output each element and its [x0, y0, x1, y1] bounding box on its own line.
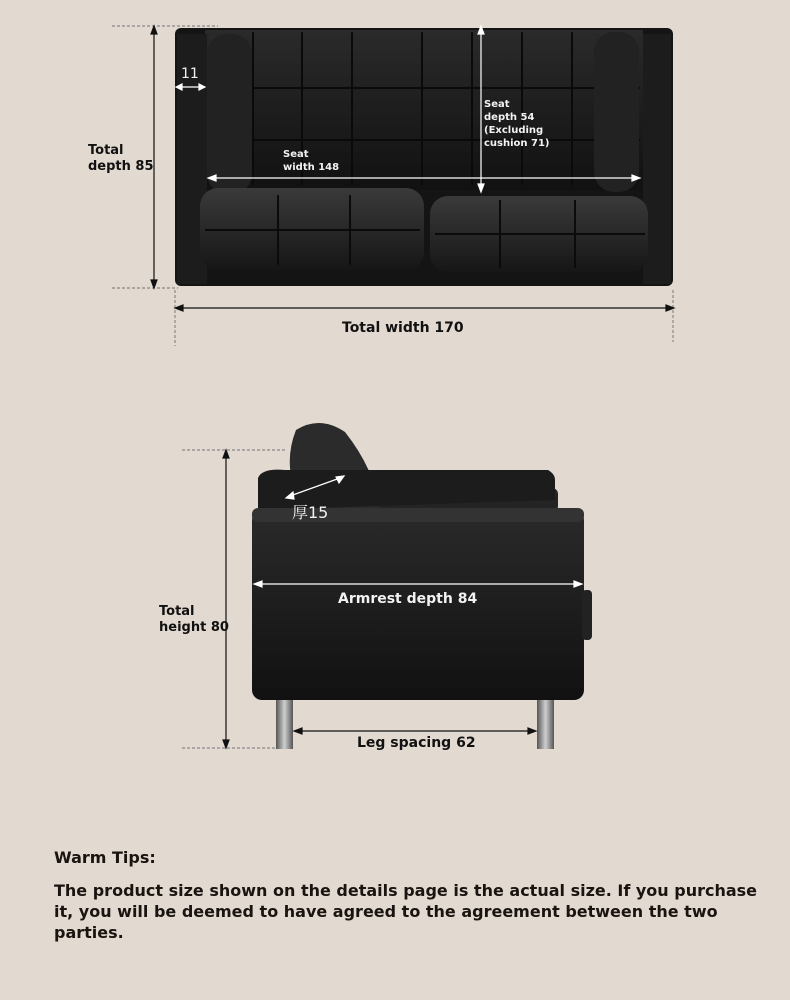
side-view-sofa	[252, 423, 592, 749]
total-height-label	[159, 604, 229, 636]
pillow-thickness-label: 厚15	[292, 503, 329, 522]
total-depth-line1: Total	[88, 143, 124, 158]
total-height-line1: Total	[159, 604, 195, 619]
armrest-depth-label: Armrest depth 84	[338, 591, 478, 607]
warm-tips-body: The product size shown on the details page is the actual size. If you purchase it, you will be deemed to have agreed to the agreement between the two parties.	[54, 881, 758, 942]
seat-width-line1: Seat	[283, 149, 309, 160]
leg-spacing-label: Leg spacing 62	[357, 735, 476, 751]
seat-depth-line2: depth 54	[484, 112, 535, 123]
seat-width-line2: width 148	[283, 162, 340, 173]
total-depth-line2: depth 85	[88, 159, 154, 174]
seat-depth-line4: cushion 71)	[484, 138, 550, 149]
warm-tips-title: Warm Tips:	[54, 848, 156, 867]
seat-width-label	[283, 148, 339, 174]
seat-depth-label	[484, 98, 550, 150]
top-view-sofa	[175, 28, 673, 286]
total-height-line2: height 80	[159, 620, 229, 635]
armrest-width-label: 11	[181, 66, 199, 82]
seat-depth-line1: Seat	[484, 99, 510, 110]
total-depth-label	[88, 143, 154, 175]
seat-depth-line3: (Excluding	[484, 125, 544, 136]
total-width-label: Total width 170	[342, 320, 464, 336]
